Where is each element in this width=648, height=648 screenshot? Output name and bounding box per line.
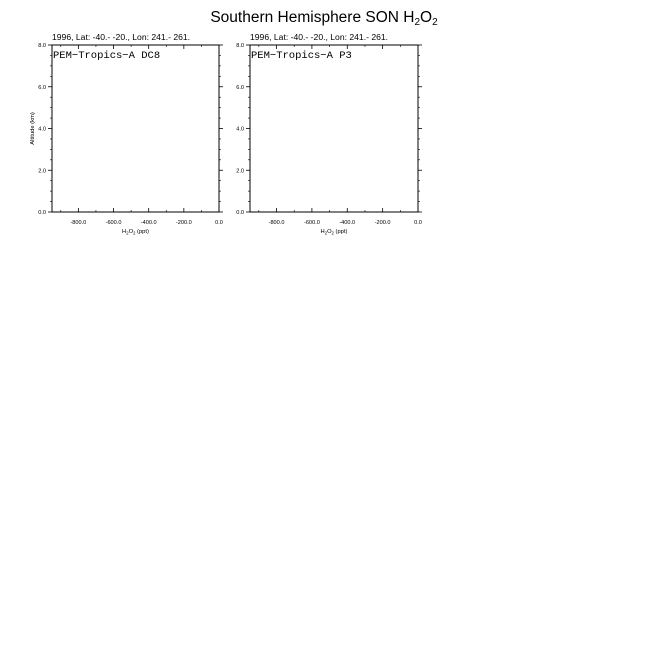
y-tick-label: 4.0 — [236, 126, 244, 133]
y-tick-label: 0.0 — [38, 210, 46, 216]
x-axis-label: $H_2O_2$ (ppt) — [320, 229, 348, 236]
x-axis-label: $H_2O_2$ (ppt) — [122, 229, 149, 236]
y-axis-label: Altitude (km) — [30, 112, 36, 145]
x-tick-label: -200.0 — [374, 220, 391, 226]
panel-subtitle: 1996, Lat: -40.- -20., Lon: 241.- 261. — [250, 32, 389, 42]
y-tick-label: 0.0 — [236, 210, 244, 216]
x-tick-label: -600.0 — [105, 220, 122, 226]
plot-frame — [250, 45, 418, 212]
x-tick-label: 0.0 — [414, 220, 422, 226]
y-tick-label: 2.0 — [236, 168, 244, 175]
y-tick-label: 6.0 — [236, 84, 244, 91]
y-tick-label: 8.0 — [236, 43, 244, 49]
x-tick-label: -800.0 — [70, 220, 87, 226]
x-tick-label: -800.0 — [268, 220, 285, 226]
x-tick-label: -400.0 — [140, 220, 157, 226]
figure-title-mid: O — [420, 9, 433, 26]
figure-title-text: Southern Hemisphere SON H — [210, 9, 415, 26]
figure-title-sub2: 2 — [432, 17, 438, 28]
y-tick-label: 2.0 — [38, 168, 46, 175]
x-tick-label: 0.0 — [215, 220, 223, 226]
panel-label: PEM−Tropics−A DC8 — [53, 50, 161, 62]
x-tick-label: -200.0 — [175, 220, 192, 226]
panel-label: PEM−Tropics−A P3 — [251, 50, 352, 62]
panel-subtitle: 1996, Lat: -40.- -20., Lon: 241.- 261. — [52, 32, 191, 42]
y-tick-label: 4.0 — [38, 126, 46, 133]
y-tick-label: 6.0 — [38, 84, 46, 91]
panel-1 — [30, 32, 223, 236]
x-tick-label: -600.0 — [303, 220, 320, 226]
figure-title-sub1: 2 — [414, 17, 421, 28]
y-tick-label: 8.0 — [38, 43, 46, 49]
panel-2 — [236, 32, 422, 236]
x-tick-label: -400.0 — [339, 220, 356, 226]
plot-frame — [52, 45, 219, 212]
